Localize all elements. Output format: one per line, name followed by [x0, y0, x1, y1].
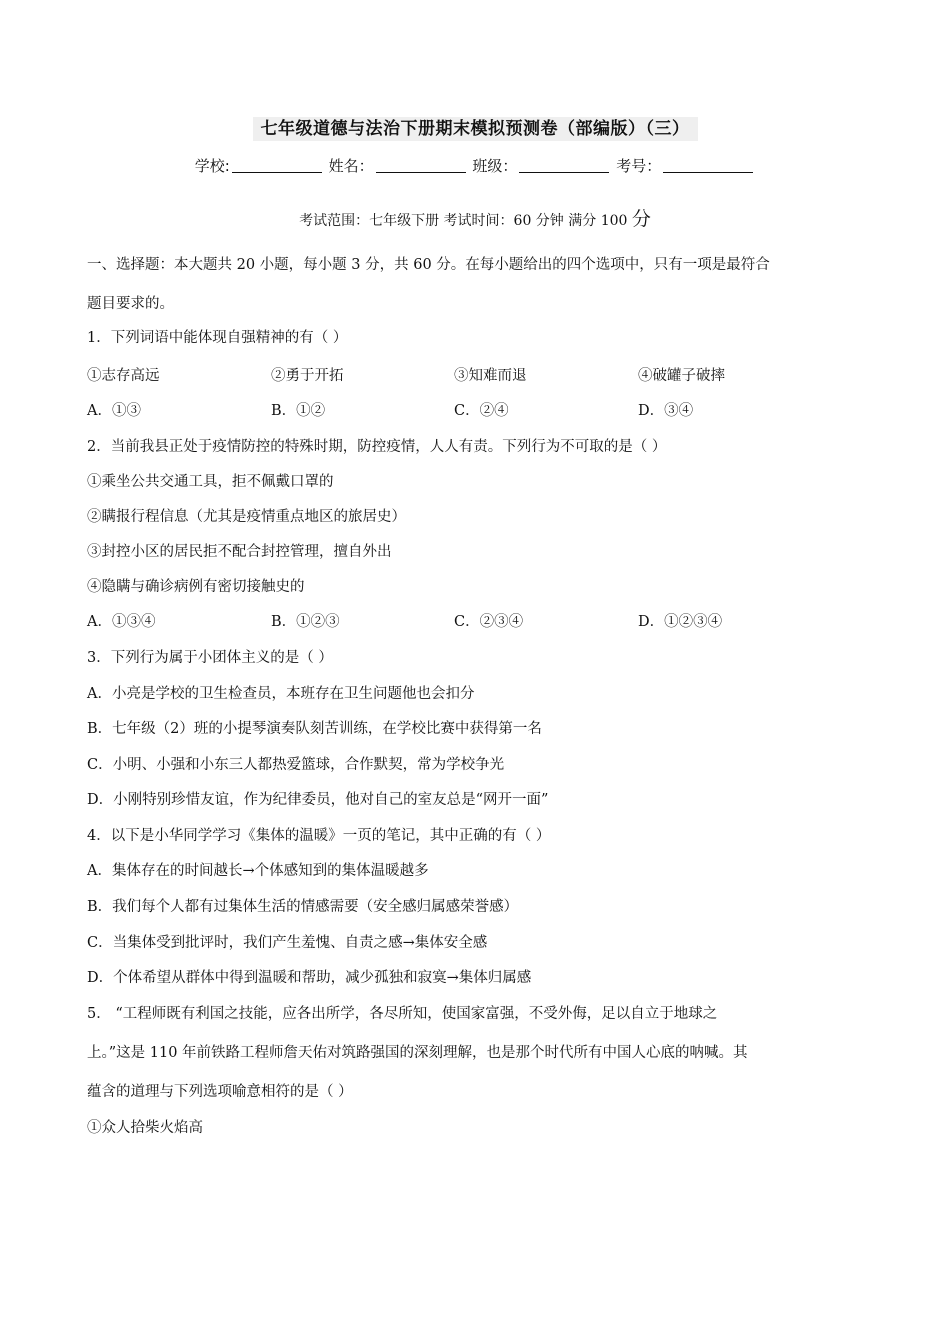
q1-option-d[interactable]: D．③④ [638, 403, 694, 419]
q5-item-1: ①众人拾柴火焰高 [87, 1120, 203, 1136]
q3-stem: 3．下列行为属于小团体主义的是（ ） [87, 650, 333, 666]
q4-stem: 4．以下是小华同学学习《集体的温暖》一页的笔记，其中正确的有（ ） [87, 828, 551, 844]
q1-item-2: ②勇于开拓 [271, 368, 344, 384]
school-blank [232, 158, 322, 173]
q2-option-c[interactable]: C．②③④ [454, 614, 524, 630]
q3-option-d[interactable]: D．小刚特别珍惜友谊，作为纪律委员，他对自己的室友总是“网开一面” [87, 792, 549, 808]
q2-stem: 2．当前我县正处于疫情防控的特殊时期，防控疫情，人人有责。下列行为不可取的是（ ） [87, 439, 667, 455]
exam-number-blank [663, 158, 753, 173]
q2-item-1: ①乘坐公共交通工具，拒不佩戴口罩的 [87, 474, 334, 490]
exam-title [0, 114, 950, 139]
q3-option-a[interactable]: A．小亮是学校的卫生检查员，本班存在卫生问题他也会扣分 [87, 686, 475, 702]
q5-stem-line1: 5． “工程师既有利国之技能，应各出所学，各尽所知，使国家富强，不受外侮，足以自立于地球之 [87, 1006, 718, 1022]
q2-item-4: ④隐瞒与确诊病例有密切接触史的 [87, 579, 305, 595]
q2-item-3: ③封控小区的居民拒不配合封控管理，擅自外出 [87, 544, 392, 560]
q1-option-a[interactable]: A．①③ [87, 403, 141, 419]
q1-option-b[interactable]: B．①② [271, 403, 326, 419]
section-instruction-line1: 一、选择题：本大题共 20 小题，每小题 3 分，共 60 分。在每小题给出的四个选项中，只有一项是最符合 [87, 257, 770, 273]
name-label: 姓名： [328, 157, 374, 175]
q1-item-4: ④破罐子破摔 [638, 368, 725, 384]
exam-meta-unit: 分 [631, 208, 651, 230]
q4-option-d[interactable]: D．个体希望从群体中得到温暖和帮助，减少孤独和寂寞→集体归属感 [87, 970, 532, 986]
q4-option-b[interactable]: B．我们每个人都有过集体生活的情感需要（安全感归属感荣誉感） [87, 899, 519, 915]
q3-option-c[interactable]: C．小明、小强和小东三人都热爱篮球，合作默契，常为学校争光 [87, 757, 505, 773]
q5-stem-line2: 上。”这是 110 年前铁路工程师詹天佑对筑路强国的深刻理解，也是那个时代所有中国人心底的呐喊。其 [87, 1045, 748, 1061]
section-instruction-line2: 题目要求的。 [87, 296, 174, 312]
q3-option-b[interactable]: B．七年级（2）班的小提琴演奏队刻苦训练，在学校比赛中获得第一名 [87, 721, 542, 737]
exam-number-label: 考号： [616, 157, 662, 175]
exam-title-text: 七年级道德与法治下册期末模拟预测卷（部编版）（三） [253, 117, 698, 141]
q1-stem: 1．下列词语中能体现自强精神的有（ ） [87, 330, 348, 346]
student-info-row [0, 155, 950, 176]
q1-option-c[interactable]: C．②④ [454, 403, 509, 419]
q2-option-d[interactable]: D．①②③④ [638, 614, 723, 630]
q2-item-2: ②瞒报行程信息（尤其是疫情重点地区的旅居史） [87, 509, 406, 525]
q2-option-b[interactable]: B．①②③ [271, 614, 340, 630]
q1-item-1: ①志存高远 [87, 368, 160, 384]
exam-meta [0, 204, 950, 231]
exam-meta-text: 考试范围：七年级下册 考试时间：60 分钟 满分 100 [299, 213, 632, 229]
q2-option-a[interactable]: A．①③④ [87, 614, 156, 630]
class-label: 班级： [472, 157, 518, 175]
q4-option-a[interactable]: A．集体存在的时间越长→个体感知到的集体温暖越多 [87, 863, 429, 879]
q4-option-c[interactable]: C．当集体受到批评时，我们产生羞愧、自责之感→集体安全感 [87, 935, 488, 951]
q5-stem-line3: 蕴含的道理与下列选项喻意相符的是（ ） [87, 1084, 353, 1100]
school-label: 学校: [194, 157, 230, 175]
name-blank [376, 158, 466, 173]
q1-item-3: ③知难而退 [454, 368, 527, 384]
class-blank [519, 158, 609, 173]
